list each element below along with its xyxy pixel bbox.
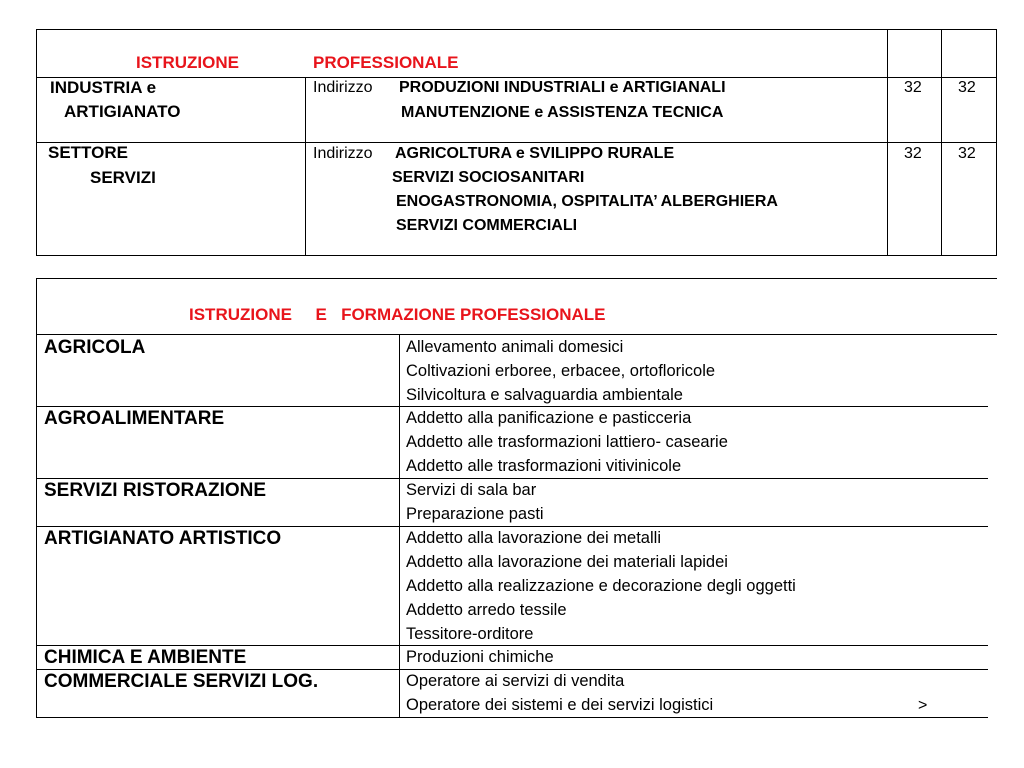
course-item: Addetto alla lavorazione dei metalli [406, 529, 661, 547]
course-item: Addetto alle trasformazioni vitivinicole [406, 457, 682, 475]
value-cell: 32 [958, 79, 976, 96]
sector-name: ARTIGIANATO ARTISTICO [44, 528, 282, 549]
course-item: Produzioni chimiche [406, 648, 554, 666]
course-item: Addetto alle trasformazioni lattiero- casearie [406, 433, 728, 451]
sector-name: AGRICOLA [44, 337, 146, 358]
sector-name: SERVIZI RISTORAZIONE [44, 480, 267, 501]
value-cell: 32 [904, 145, 922, 162]
course-item: Coltivazioni erboree, erbacee, ortofloricole [406, 362, 716, 380]
course-item: Preparazione pasti [406, 505, 544, 523]
sector-name: ARTIGIANATO [64, 102, 181, 121]
value-cell: 32 [904, 79, 922, 96]
sector-name: AGROALIMENTARE [44, 408, 225, 429]
indirizzo-item: SERVIZI COMMERCIALI [396, 217, 578, 234]
indirizzo-item: SERVIZI SOCIOSANITARI [392, 169, 585, 186]
table2-title: ISTRUZIONE E FORMAZIONE PROFESSIONALE [189, 305, 606, 324]
indirizzo-item: PRODUZIONI INDUSTRIALI e ARTIGIANALI [399, 79, 726, 96]
indirizzo-label: Indirizzo [313, 79, 373, 96]
course-item: Addetto arredo tessile [406, 601, 567, 619]
next-slide-icon[interactable]: > [918, 697, 928, 714]
course-item: Addetto alla panificazione e pasticceria [406, 409, 692, 427]
course-item: Tessitore-orditore [406, 625, 534, 643]
indirizzo-item: ENOGASTRONOMIA, OSPITALITA’ ALBERGHIERA [396, 193, 778, 210]
sector-name: SETTORE [48, 143, 128, 162]
sector-name: INDUSTRIA e [50, 78, 157, 97]
course-item: Allevamento animali domesici [406, 338, 624, 356]
sector-name: CHIMICA E AMBIENTE [44, 647, 247, 668]
sector-name: COMMERCIALE SERVIZI LOG. [44, 671, 319, 692]
indirizzo-label: Indirizzo [313, 145, 373, 162]
course-item: Operatore dei sistemi e dei servizi logistici [406, 696, 714, 714]
course-item: Addetto alla realizzazione e decorazione degli oggetti [406, 577, 796, 595]
course-item: Addetto alla lavorazione dei materiali lapidei [406, 553, 728, 571]
indirizzo-item: AGRICOLTURA e SVILIPPO RURALE [395, 145, 675, 162]
course-item: Operatore ai servizi di vendita [406, 672, 625, 690]
value-cell: 32 [958, 145, 976, 162]
course-item: Servizi di sala bar [406, 481, 537, 499]
indirizzo-item: MANUTENZIONE e ASSISTENZA TECNICA [401, 104, 724, 121]
table1-title-right: PROFESSIONALE [313, 53, 459, 72]
course-item: Silvicoltura e salvaguardia ambientale [406, 386, 683, 404]
table1-title-left: ISTRUZIONE [136, 53, 239, 72]
sector-name: SERVIZI [90, 168, 156, 187]
